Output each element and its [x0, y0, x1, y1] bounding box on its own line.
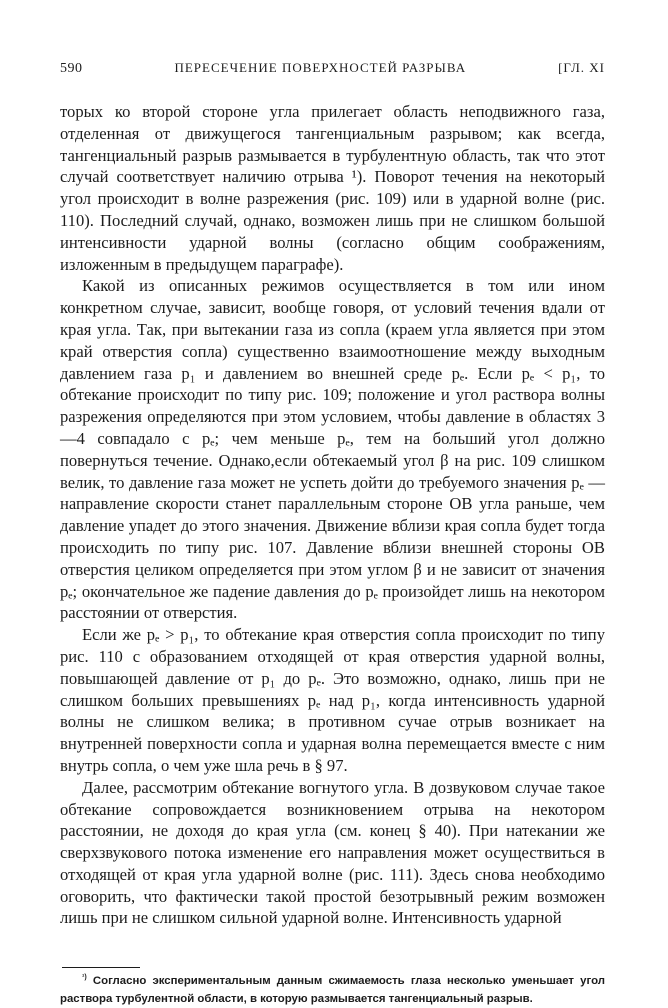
footnote-divider [62, 967, 140, 968]
running-header [60, 60, 605, 84]
footnote-text: Согласно экспериментальным данным сжимаемость глаза несколько уменьшает угол раствора турбулентной области, в которую размывается тангенциальный разрыв. [60, 975, 605, 1005]
paragraph-3: Если же pₑ > p₁, то обтекание края отверстия сопла происходит по типу рис. 110 с образованием отходящей от края отверстия ударной волны, повышающей давление от p₁ до pₑ. Это возможно, однако, лишь при не слишком больших превышениях pₑ над p₁, когда интенсивность ударной волны не слишком велика; в противном сучае отрыв возникает на внутренней поверхности сопла и ударная волна перемещается вместе с ним внутрь сопла, о чем уже шла речь в § 97. [60, 625, 605, 775]
running-title: ПЕРЕСЕЧЕНИЕ ПОВЕРХНОСТЕЙ РАЗРЫВА [174, 60, 467, 75]
paragraph-4: Далее, рассмотрим обтекание вогнутого угла. В дозвуковом случае такое обтекание сопровождается возникновением отрыва на некотором расстоянии, не доходя до края угла (см. конец § 40). При натекании же сверхзвукового потока изменение его направления может осуществиться в отходящей от края угла ударной волне (рис. 111). Здесь снова необходимо оговорить, что фактически такой простой безотрывный режим возможен лишь при не слишком сильной ударной волне. Интенсивность ударной [60, 777, 605, 928]
footnote [60, 973, 605, 1008]
paragraph-2: Какой из описанных режимов осуществляется в том или ином конкретном случае, зависит, вообще говоря, от условий течения вдали от края угла. Так, при вытекании газа из сопла (краем угла является при этом край отверстия сопла) существенно взаимоотношение между выходным давлением газа p₁ и давлением во внешней среде pₑ. Если pₑ < p₁, то обтекание происходит по типу рис. 109; положение и угол раствора волны разрежения определяются при этом условием, чтобы давление в областях 3—4 совпадало с pₑ; чем меньше pₑ, тем на больший угол должно повернуться течение. Однако,если обтекаемый угол β на рис. 109 слишком велик, то давление газа может не успеть дойти до требуемого значения pₑ — направление скорости станет параллельным стороне OB угла раньше, чем давление упадет до этого значения. Движение вблизи края сопла будет тогда происходить по типу рис. 107. Давление вблизи внешней стороны OB отверстия целиком определяется при этом углом β и не зависит от значения pₑ; окончательное же падение давления до pₑ произойдет лишь на некотором расстоянии от отверстия. [60, 276, 605, 623]
book-page [60, 60, 605, 1008]
chapter-label: [ГЛ. XI [558, 60, 605, 75]
footnote-mark: ¹) [82, 974, 87, 982]
page-number: 590 [60, 61, 83, 76]
paragraph-1: торых ко второй стороне угла прилегает область неподвижного газа, отделенная от движущегося тангенциальным разрывом; как всегда, тангенциальный разрыв размывается в турбулентную область, так что этот случай соответствует наличию отрыва ¹). Поворот течения на некоторый угол происходит в волне разрежения (рис. 109) или в ударной волне (рис. 110). Последний случай, однако, возможен лишь при не слишком большой интенсивности ударной волны (согласно общим соображениям, изложенным в предыдущем параграфе). [60, 102, 605, 274]
